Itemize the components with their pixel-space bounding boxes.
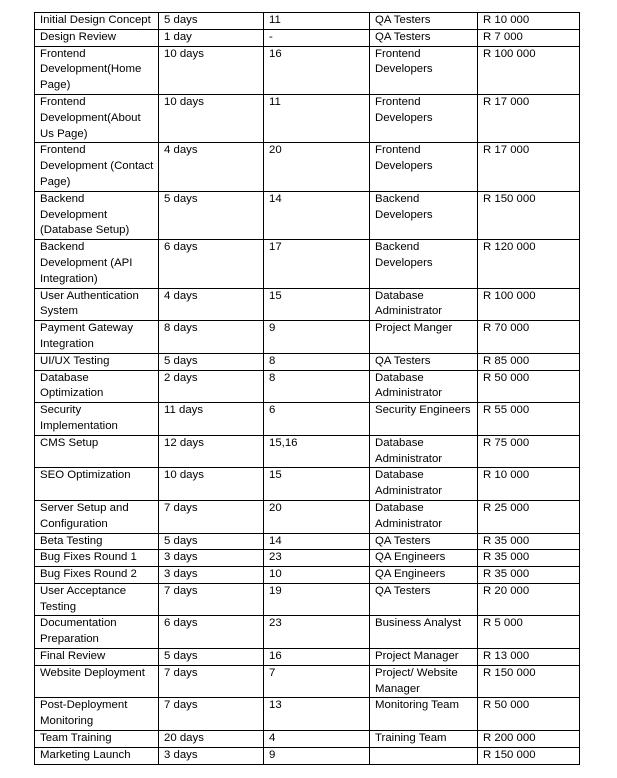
resource-cell: Frontend Developers xyxy=(370,143,478,191)
dependency-cell: 11 xyxy=(264,94,370,142)
duration-cell: 5 days xyxy=(159,13,264,30)
cost-cell: R 10 000 xyxy=(478,13,580,30)
table-row xyxy=(35,240,580,288)
task-cell: Bug Fixes Round 2 xyxy=(35,567,159,584)
dependency-cell: 23 xyxy=(264,550,370,567)
table-row xyxy=(35,13,580,30)
table-row xyxy=(35,94,580,142)
resource-cell: Database Administrator xyxy=(370,370,478,403)
duration-cell: 11 days xyxy=(159,403,264,436)
duration-cell: 3 days xyxy=(159,550,264,567)
cost-cell: R 13 000 xyxy=(478,649,580,666)
duration-cell: 1 day xyxy=(159,29,264,46)
cost-cell: R 120 000 xyxy=(478,240,580,288)
duration-cell: 7 days xyxy=(159,500,264,533)
dependency-cell: 8 xyxy=(264,353,370,370)
cost-cell: R 100 000 xyxy=(478,288,580,321)
table-row xyxy=(35,468,580,501)
resource-cell: QA Engineers xyxy=(370,550,478,567)
table-row xyxy=(35,583,580,616)
task-cell: Backend Development (API Integration) xyxy=(35,240,159,288)
task-cell: CMS Setup xyxy=(35,435,159,468)
duration-cell: 7 days xyxy=(159,665,264,698)
duration-cell: 5 days xyxy=(159,649,264,666)
dependency-cell: 8 xyxy=(264,370,370,403)
task-cell: Initial Design Concept xyxy=(35,13,159,30)
task-cell: Frontend Development(About Us Page) xyxy=(35,94,159,142)
table-row xyxy=(35,698,580,731)
cost-cell: R 70 000 xyxy=(478,321,580,354)
cost-cell: R 35 000 xyxy=(478,550,580,567)
document-page xyxy=(34,12,580,765)
table-row xyxy=(35,649,580,666)
table-row xyxy=(35,665,580,698)
dependency-cell: 9 xyxy=(264,747,370,764)
table-row xyxy=(35,288,580,321)
cost-cell: R 35 000 xyxy=(478,567,580,584)
duration-cell: 7 days xyxy=(159,583,264,616)
resource-cell: Database Administrator xyxy=(370,288,478,321)
dependency-cell: 17 xyxy=(264,240,370,288)
task-cell: Security Implementation xyxy=(35,403,159,436)
task-cell: Server Setup and Configuration xyxy=(35,500,159,533)
cost-cell: R 10 000 xyxy=(478,468,580,501)
dependency-cell: 6 xyxy=(264,403,370,436)
task-cell: Frontend Development (Contact Page) xyxy=(35,143,159,191)
cost-cell: R 55 000 xyxy=(478,403,580,436)
duration-cell: 5 days xyxy=(159,533,264,550)
table-row xyxy=(35,500,580,533)
task-cell: Payment Gateway Integration xyxy=(35,321,159,354)
dependency-cell: 11 xyxy=(264,13,370,30)
task-cell: Design Review xyxy=(35,29,159,46)
dependency-cell: 19 xyxy=(264,583,370,616)
dependency-cell: 15,16 xyxy=(264,435,370,468)
task-cell: Final Review xyxy=(35,649,159,666)
resource-cell: Project/ Website Manager xyxy=(370,665,478,698)
resource-cell: Database Administrator xyxy=(370,500,478,533)
task-cell: Frontend Development(Home Page) xyxy=(35,46,159,94)
dependency-cell: 4 xyxy=(264,731,370,748)
dependency-cell: 15 xyxy=(264,288,370,321)
dependency-cell: 9 xyxy=(264,321,370,354)
table-row xyxy=(35,747,580,764)
resource-cell: Training Team xyxy=(370,731,478,748)
cost-cell: R 200 000 xyxy=(478,731,580,748)
resource-cell: QA Testers xyxy=(370,353,478,370)
resource-cell: Backend Developers xyxy=(370,240,478,288)
table-row xyxy=(35,403,580,436)
resource-cell: QA Testers xyxy=(370,29,478,46)
task-cell: Post-Deployment Monitoring xyxy=(35,698,159,731)
resource-cell: Project Manger xyxy=(370,321,478,354)
dependency-cell: 23 xyxy=(264,616,370,649)
table-row xyxy=(35,616,580,649)
resource-cell: QA Testers xyxy=(370,533,478,550)
cost-cell: R 20 000 xyxy=(478,583,580,616)
cost-cell: R 7 000 xyxy=(478,29,580,46)
dependency-cell: 10 xyxy=(264,567,370,584)
resource-cell: Database Administrator xyxy=(370,468,478,501)
duration-cell: 8 days xyxy=(159,321,264,354)
dependency-cell: 16 xyxy=(264,649,370,666)
task-cell: User Acceptance Testing xyxy=(35,583,159,616)
cost-cell: R 17 000 xyxy=(478,94,580,142)
cost-cell: R 75 000 xyxy=(478,435,580,468)
project-task-table xyxy=(34,12,580,765)
dependency-cell: 14 xyxy=(264,191,370,239)
task-cell: UI/UX Testing xyxy=(35,353,159,370)
table-row xyxy=(35,143,580,191)
resource-cell: QA Testers xyxy=(370,13,478,30)
table-row xyxy=(35,321,580,354)
task-cell: Bug Fixes Round 1 xyxy=(35,550,159,567)
task-cell: User Authentication System xyxy=(35,288,159,321)
task-cell: Marketing Launch xyxy=(35,747,159,764)
duration-cell: 3 days xyxy=(159,567,264,584)
table-row xyxy=(35,353,580,370)
task-cell: Database Optimization xyxy=(35,370,159,403)
dependency-cell: 16 xyxy=(264,46,370,94)
resource-cell: Business Analyst xyxy=(370,616,478,649)
cost-cell: R 150 000 xyxy=(478,665,580,698)
duration-cell: 7 days xyxy=(159,698,264,731)
resource-cell: QA Engineers xyxy=(370,567,478,584)
table-row xyxy=(35,435,580,468)
dependency-cell: 20 xyxy=(264,500,370,533)
dependency-cell: 13 xyxy=(264,698,370,731)
cost-cell: R 150 000 xyxy=(478,191,580,239)
cost-cell: R 35 000 xyxy=(478,533,580,550)
table-row xyxy=(35,29,580,46)
duration-cell: 5 days xyxy=(159,191,264,239)
resource-cell: Security Engineers xyxy=(370,403,478,436)
task-cell: Beta Testing xyxy=(35,533,159,550)
duration-cell: 6 days xyxy=(159,616,264,649)
dependency-cell: - xyxy=(264,29,370,46)
resource-cell: Monitoring Team xyxy=(370,698,478,731)
cost-cell: R 25 000 xyxy=(478,500,580,533)
task-cell: SEO Optimization xyxy=(35,468,159,501)
dependency-cell: 20 xyxy=(264,143,370,191)
resource-cell: Backend Developers xyxy=(370,191,478,239)
cost-cell: R 17 000 xyxy=(478,143,580,191)
table-row xyxy=(35,533,580,550)
duration-cell: 10 days xyxy=(159,468,264,501)
table-row xyxy=(35,46,580,94)
duration-cell: 5 days xyxy=(159,353,264,370)
resource-cell: Frontend Developers xyxy=(370,46,478,94)
duration-cell: 4 days xyxy=(159,288,264,321)
duration-cell: 4 days xyxy=(159,143,264,191)
duration-cell: 12 days xyxy=(159,435,264,468)
resource-cell: Database Administrator xyxy=(370,435,478,468)
cost-cell: R 150 000 xyxy=(478,747,580,764)
duration-cell: 3 days xyxy=(159,747,264,764)
task-cell: Backend Development (Database Setup) xyxy=(35,191,159,239)
resource-cell xyxy=(370,747,478,764)
duration-cell: 10 days xyxy=(159,46,264,94)
dependency-cell: 14 xyxy=(264,533,370,550)
dependency-cell: 7 xyxy=(264,665,370,698)
table-row xyxy=(35,550,580,567)
task-table-body xyxy=(35,13,580,765)
table-row xyxy=(35,191,580,239)
duration-cell: 20 days xyxy=(159,731,264,748)
duration-cell: 2 days xyxy=(159,370,264,403)
table-row xyxy=(35,370,580,403)
task-cell: Website Deployment xyxy=(35,665,159,698)
table-row xyxy=(35,567,580,584)
dependency-cell: 15 xyxy=(264,468,370,501)
cost-cell: R 50 000 xyxy=(478,698,580,731)
duration-cell: 6 days xyxy=(159,240,264,288)
cost-cell: R 5 000 xyxy=(478,616,580,649)
resource-cell: Project Manager xyxy=(370,649,478,666)
cost-cell: R 100 000 xyxy=(478,46,580,94)
task-cell: Documentation Preparation xyxy=(35,616,159,649)
duration-cell: 10 days xyxy=(159,94,264,142)
cost-cell: R 50 000 xyxy=(478,370,580,403)
cost-cell: R 85 000 xyxy=(478,353,580,370)
task-cell: Team Training xyxy=(35,731,159,748)
resource-cell: QA Testers xyxy=(370,583,478,616)
table-row xyxy=(35,731,580,748)
resource-cell: Frontend Developers xyxy=(370,94,478,142)
